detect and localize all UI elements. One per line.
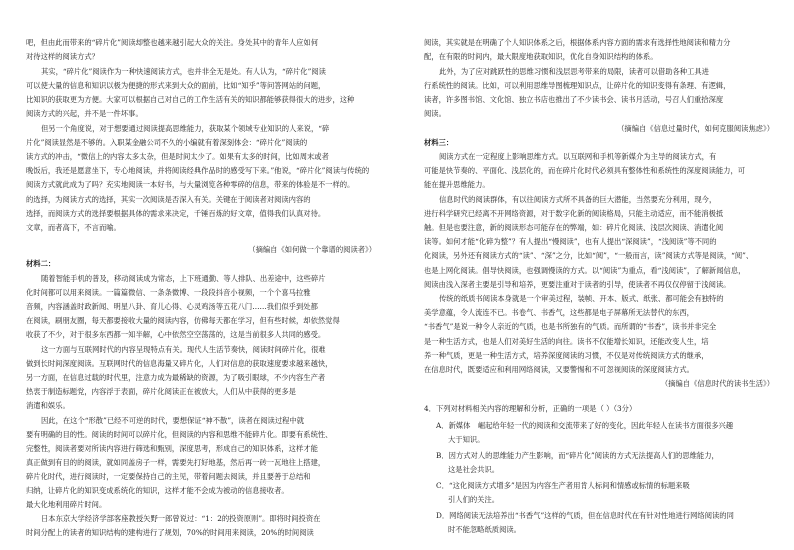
paragraph-line: 可以使大量的信息和知识以极为便捷的形式来到大众的面前，比如“知乎”等问答网站的问题， bbox=[26, 81, 326, 90]
paragraph-line: 传统的纸质书阅读本身就是一个审美过程，装帧、开本、版式、纸张、都可能会有独特的 bbox=[439, 294, 724, 303]
source-citation: （摘编自《信息时代的读书生活》） bbox=[660, 379, 774, 388]
paragraph-line: 读等。如何才能“化碎为整”？有人提出“慢阅读”，也有人提出“深阅读”，“浅阅读”等不同的 bbox=[424, 237, 717, 246]
paragraph-line: 能在提升思维能力。 bbox=[424, 180, 490, 189]
paragraph-line: 阅读方式的兴起，并不是一件坏事。 bbox=[26, 109, 143, 118]
paragraph-line: 文章，而者高下，不言而喻。 bbox=[26, 223, 121, 232]
paragraph-line: 片化”阅读显然是不够的。入职某金融公司不久的小编就有着深刻体会：“碎片化”阅读的 bbox=[26, 138, 308, 147]
paragraph-line: 化时间都可以用来阅读。一篇篇微信、一条条微博、一段段抖音小视频，一个个喜马拉雅 bbox=[26, 288, 311, 297]
option-a-cont: 大于知识。 bbox=[448, 435, 485, 444]
paragraph-line: 的选择，为阅读方式的选择，其实一次阅读是否深入有关。关键在于阅读者对阅读内容的 bbox=[26, 195, 311, 204]
paragraph-line: 信息时代的阅读群体，有以往阅读方式所不具备的巨大潜能，当然要充分利用，现今， bbox=[439, 195, 717, 204]
paragraph-line: 随着智能手机的普及，移动阅读成为常态，上下班通勤、等人排队、出差途中，这些碎片 bbox=[41, 274, 326, 283]
paragraph-line: “书香气”是说一种令人亲近的气质，也是书所独有的气质。而所谓的“书香”，读书并非完全 bbox=[424, 322, 717, 331]
paragraph-line: 因此，在这个“形散”已经不可逆的时代，要想保证“神不散”，读者在阅读过程中就 bbox=[41, 416, 305, 425]
paragraph-line: 养一种气质，更是一种生活方式，培养深度阅读的习惯，不仅是对传统阅读方式的继承， bbox=[424, 351, 709, 360]
paragraph-line: 阅读方式就此成为了吗？充实地阅读一本好书，与大量浏览各种零碎的信息，带来的体验是不一样的。 bbox=[26, 180, 355, 189]
paragraph-line: 是一种生活方式，也是人们对美好生活的向往。读书不仅能增长知识，还能改变人生，培 bbox=[424, 337, 709, 346]
paragraph-line: 读者，许多图书馆、文化馆、独立书店也推出了不少读书会、读书月活动，号召人们重拾深度 bbox=[424, 95, 724, 104]
paragraph-line: 在信息时代，既要适应和利用网络阅读，又要警惕和不可忽视阅读的深度阅读方式。 bbox=[424, 365, 694, 374]
paragraph-line: 配，在有限的时间内，最大限度地获取知识，优化自身知识结构的体系。 bbox=[424, 52, 658, 61]
source-citation: （摘编自《信息过量时代，如何克服阅读焦虑》） bbox=[617, 124, 774, 133]
paragraph-line: 进行科学研究已经离不开网络资源，对于数字化新的阅读格局，只能主动适应，而不能消极抵 bbox=[424, 209, 724, 218]
paragraph-line: 晚饭后，我还是愿意坐下，专心地阅读，并将阅读经典作品时的感受写下来。”他说，“碎片化”阅读与传统的 bbox=[26, 166, 370, 175]
paragraph-line: 阅读由浅入深者主要是引导和培养，更要注重对于读者的引导，使读者不再仅仅停留于浅阅读。 bbox=[424, 280, 731, 289]
paragraph-line: 碎片化时代，进行阅读时，一定要保持自己的主见，带着问题去阅读，并且要善于总结和 bbox=[26, 472, 311, 481]
paragraph-line: 消遣和娱乐。 bbox=[26, 401, 70, 410]
paragraph-line: 要有明确的目的性。阅读的时间可以碎片化，但阅读的内容和思维不能碎片化。即要有系统性、 bbox=[26, 430, 333, 439]
paragraph-line: 化阅读，另外还有阅读方式的“读”、“深”之分，比如“阅”，“一般而言，读”阅读方式等是阅读，“阅”、 bbox=[424, 251, 754, 260]
paragraph-line: 比知识的获取更为方便。大家可以根据自己对自己的工作生活有关的知识都能够获得很大的进步，这种 bbox=[26, 95, 355, 104]
paragraph-line: 收获了不少，对于很多东西都一知半解，心中依然空空荡荡的，这是当前很多人共同的感受。 bbox=[26, 330, 326, 339]
option-b-cont: 这是社会共识。 bbox=[448, 465, 500, 474]
section-heading-material-2: 材料二： bbox=[26, 259, 56, 268]
paragraph-line: 阅读。 bbox=[424, 109, 446, 118]
paragraph-line: 在阅读，刷朋友圈，每天都要接收大量的阅读内容，仿佛每天都在学习，但有些时候，却依然觉得 bbox=[26, 316, 340, 325]
paragraph-line: 完整性，阅读者要对所读内容进行筛选和甄别，深度思考，形成自己的知识体系，这样才能 bbox=[26, 444, 318, 453]
option-d[interactable]: D．网络阅读无法培养出“书香气”这样的气质，但在信息时代在有针对性地进行网络阅读的同 bbox=[436, 511, 734, 520]
paragraph-line: 其实，“碎片化”阅读作为一种快速阅读方式，也并非全无是处。有人认为，“碎片化”阅读 bbox=[41, 67, 326, 76]
paragraph-line: 这一方面与互联网时代的内容呈现特点有关。现代人生活节奏快，阅读时间碎片化，很难 bbox=[41, 345, 326, 354]
option-d-cont: 时不能忽略纸质阅读。 bbox=[448, 525, 521, 534]
paragraph-line: 美学意蕴，令人流连不已。书卷气、书香气，这些都是电子屏幕所无法替代的东西， bbox=[424, 308, 694, 317]
paragraph-line: 另一方面，在信息过载的时代里，注意力成为最稀缺的资源，为了吸引眼球，不少内容生产者 bbox=[26, 373, 326, 382]
option-c[interactable]: C．“这化阅读方式增多”是因为内容生产者用肯人标间和情感或标情的标题来吸 bbox=[436, 481, 690, 490]
paragraph-line: 可能是快节奏的、平面化、浅层化的，而在碎片化时代必须具有整体性和系统性的深度阅读能力，可 bbox=[424, 166, 746, 175]
option-a[interactable]: A．新媒体 崛起给年轻一代的阅读和交流带来了好的变化，因此年轻人在读书方面很多兴趣 bbox=[436, 421, 734, 430]
paragraph-line: 做到长时间深度阅读。互联网时代的信息海量又碎片化，人们对信息的获取速度要求越来越快， bbox=[26, 359, 333, 368]
paragraph-line: 此外，为了应对跳跃性的思维习惯和浅层思考带来的局限，读者可以借助各种工具进 bbox=[439, 67, 709, 76]
option-b[interactable]: B．因方式对人的思维能力产生影响，而“碎片化”阅读的方式无法提高人们的思维能力， bbox=[436, 451, 719, 460]
paragraph-line: 阅读，其实就是在明确了个人知识体系之后，根据体系内容方面的需求有选择性地阅读和精力分 bbox=[424, 38, 731, 47]
source-citation: （摘编自《如何做一个靠谱的阅读者》） bbox=[248, 245, 376, 254]
paragraph-line: 读方式的冲击，“微信上的内容太多太杂，但是时间太少了。如果有太多的时间，比如周末或者 bbox=[26, 152, 329, 161]
paragraph-line: 也是上网化阅读。倡导快阅读，也强调慢读的方式。以“阅读”为重点，看“浅阅读”，了解新闻信息， bbox=[424, 266, 746, 275]
paragraph-line: 行系统性的阅读。比如，可以利用思维导图梳理知识点，让碎片化的知识变得有条理、有逻辑， bbox=[424, 81, 731, 90]
question-stem: 4．下列对材料相关内容的理解和分析，正确的一项是（ ）（3分） bbox=[424, 404, 637, 413]
section-heading-material-3: 材料三： bbox=[424, 138, 454, 147]
paragraph-line: 音频，内容涵盖时政新闻、明星八卦、育儿心得、心灵鸡汤等五花八门……我们似乎到处都 bbox=[26, 302, 318, 311]
paragraph-line: 阅读方式在一定程度上影响思维方式。以互联网和手机等新媒介为主导的阅读方式，有 bbox=[439, 152, 717, 161]
paragraph-line: 吧，但由此而带来的“碎片化”阅读却整也越来越引起大众的关注。身处其中的青年人应如何 bbox=[26, 38, 319, 47]
paragraph-line: 触。但是也要注意，新的阅读形态可能存在的弊端，如：碎片化阅读、浅层次阅读、消遣化阅 bbox=[424, 223, 724, 232]
paragraph-line: 但另一个角度说，对于想要通过阅读提高思维能力，获取某个领域专业知识的人来说，“碎 bbox=[41, 124, 330, 133]
paragraph-line: 时间分配上的读者的知识结构的建构进行了规划，70%的时间用来阅读，20%的时间阅读 bbox=[26, 528, 314, 537]
paragraph-line: 真正做到有目的的阅读，就如同盖房子一样，需要先打好地基，然后再一砖一瓦地往上搭建， bbox=[26, 458, 326, 467]
paragraph-line: 归纳，让碎片化的知识变成系统化的知识，这样才能不会成为被动的信息接收者。 bbox=[26, 486, 289, 495]
paragraph-line: 对待这样的阅读方式？ bbox=[26, 52, 99, 61]
paragraph-line: 热衷于制造标题党，内容浮于表面，碎片化阅读正在被放大，人们从中获得的更多是 bbox=[26, 387, 296, 396]
paragraph-line: 日本东京大学经济学部客座教授矢野一郎曾说过：“1：2的投资原则”。即将时间投资在 bbox=[41, 514, 321, 523]
paragraph-line: 选择，而阅读方式的选择要根据具体的需求来决定，千锤百炼的好文章，值得我们认真对待。 bbox=[26, 209, 326, 218]
paragraph-line: 最大化地利用碎片时间。 bbox=[26, 500, 107, 509]
option-c-cont: 引人们的关注。 bbox=[448, 495, 500, 504]
